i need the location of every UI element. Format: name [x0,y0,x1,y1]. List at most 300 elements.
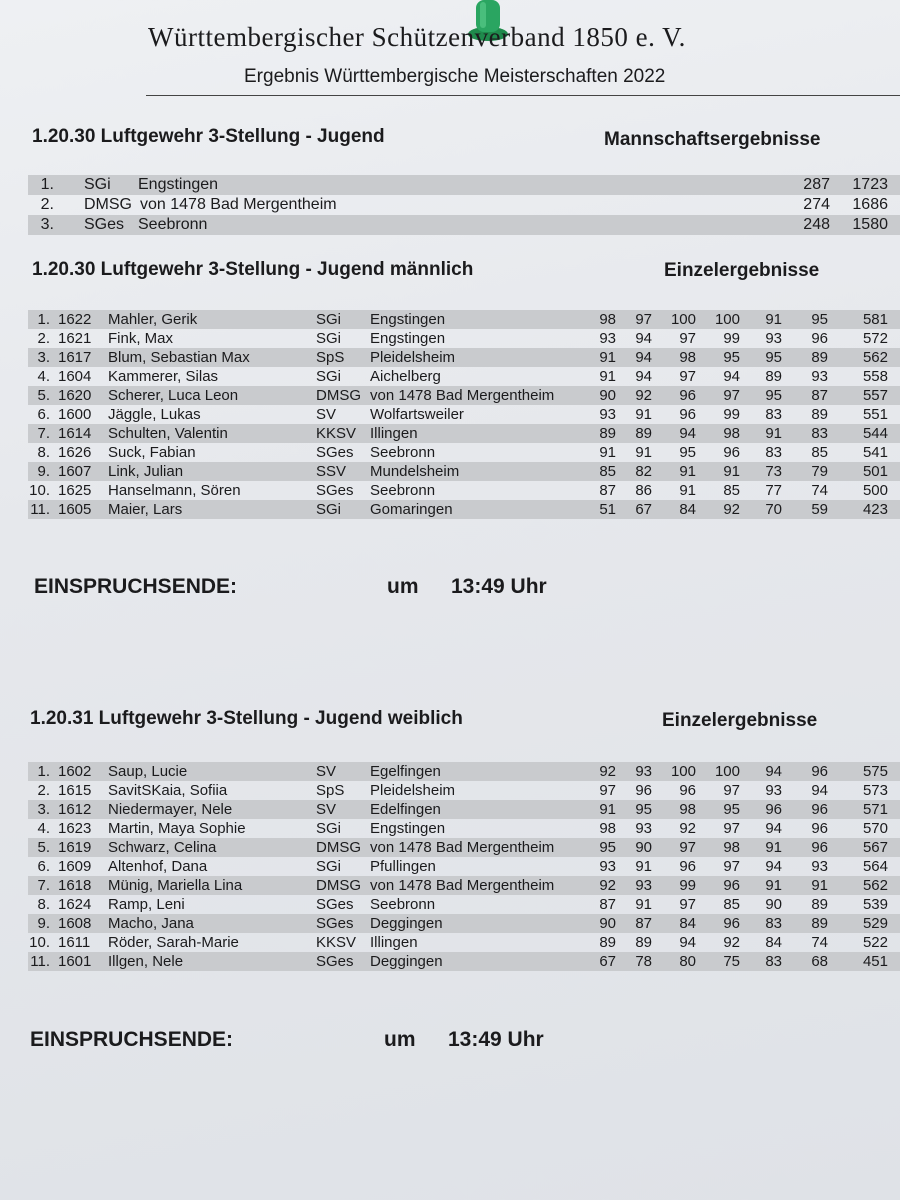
result-total: 501 [862,463,888,480]
result-name: Blum, Sebastian Max [108,349,250,366]
result-series-score: 73 [765,463,782,480]
result-name: Kammerer, Silas [108,368,219,385]
result-series-score: 96 [811,820,828,837]
result-rank: 6. [37,406,50,423]
result-id: 1619 [58,839,92,856]
result-series-score: 83 [765,915,782,932]
result-series-score: 78 [635,953,652,970]
result-series-score: 97 [679,839,696,856]
result-series-score: 98 [679,349,696,366]
result-club: SGes [316,444,354,461]
result-place: Mundelsheim [370,463,460,480]
result-series-score: 93 [765,330,782,347]
result-club: SGi [316,820,342,837]
result-rank: 10. [29,482,50,499]
result-id: 1600 [58,406,92,423]
einspruch-um-2: um [384,1028,416,1051]
result-series-score: 100 [670,311,696,328]
result-series-score: 94 [635,349,652,366]
result-series-score: 97 [723,858,740,875]
result-series-score: 98 [723,425,740,442]
result-series-score: 97 [679,330,696,347]
result-id: 1623 [58,820,92,837]
result-series-score: 91 [599,349,616,366]
team-club: SGes [84,216,125,233]
result-series-score: 96 [765,801,782,818]
result-series-score: 94 [765,858,782,875]
result-row [28,952,900,971]
result-total: 423 [862,501,888,518]
result-name: Schwarz, Celina [108,839,217,856]
result-series-score: 92 [599,763,616,780]
result-place: Seebronn [370,482,436,499]
result-place: Illingen [370,425,418,442]
result-id: 1620 [58,387,92,404]
result-series-score: 96 [679,406,696,423]
result-series-score: 89 [635,934,652,951]
result-place: Pleidelsheim [370,349,456,366]
result-rank: 4. [37,820,50,837]
result-series-score: 91 [723,463,740,480]
result-series-score: 93 [599,858,616,875]
result-row [28,443,900,462]
result-rank: 3. [37,801,50,818]
result-club: DMSG [316,839,361,856]
result-place: Engstingen [370,330,446,347]
section-title-male: 1.20.30 Luftgewehr 3-Stellung - Jugend männlich [32,259,474,280]
result-id: 1605 [58,501,92,518]
result-total: 562 [862,349,888,366]
result-series-score: 89 [811,896,828,913]
result-rank: 2. [37,782,50,799]
result-series-score: 89 [811,349,828,366]
result-series-score: 94 [723,368,740,385]
result-series-score: 91 [599,368,616,385]
result-series-score: 94 [765,763,782,780]
team-total: 1580 [852,216,888,233]
result-series-score: 95 [765,387,782,404]
result-row [28,348,900,367]
result-row [28,367,900,386]
result-series-score: 94 [635,368,652,385]
result-series-score: 89 [599,425,616,442]
team-rank: 3. [40,216,54,233]
result-place: Deggingen [370,915,443,932]
result-series-score: 67 [635,501,652,518]
result-total: 575 [862,763,888,780]
result-rank: 4. [37,368,50,385]
result-place: Egelfingen [370,763,441,780]
result-name: Suck, Fabian [108,444,196,461]
result-series-score: 93 [811,368,828,385]
result-series-score: 87 [599,482,616,499]
result-club: SV [316,801,337,818]
result-series-score: 95 [679,444,696,461]
result-name: Münig, Mariella Lina [108,877,243,894]
result-series-score: 89 [811,915,828,932]
result-club: KKSV [316,425,357,442]
result-series-score: 89 [599,934,616,951]
result-id: 1615 [58,782,92,799]
result-series-score: 91 [599,801,616,818]
result-rank: 1. [37,763,50,780]
result-series-score: 91 [599,444,616,461]
result-series-score: 94 [679,934,696,951]
result-rank: 1. [37,311,50,328]
team-club: SGi [84,176,111,193]
result-name: Röder, Sarah-Marie [108,934,239,951]
result-series-score: 95 [723,349,740,366]
result-id: 1624 [58,896,92,913]
result-series-score: 93 [635,763,652,780]
result-row [28,933,900,952]
male-results-table [28,310,900,519]
result-club: SGi [316,330,342,347]
result-series-score: 99 [723,406,740,423]
result-total: 572 [862,330,888,347]
result-row [28,386,900,405]
result-series-score: 93 [599,406,616,423]
result-series-score: 85 [723,482,740,499]
result-row [28,819,900,838]
team-score: 274 [803,196,830,213]
result-place: von 1478 Bad Mergentheim [370,387,555,404]
result-series-score: 98 [679,801,696,818]
team-score: 248 [803,216,830,233]
einspruch-um-1: um [387,575,419,598]
result-club: KKSV [316,934,357,951]
team-total: 1686 [852,196,888,213]
result-series-score: 75 [723,953,740,970]
result-total: 581 [862,311,888,328]
result-place: Wolfartsweiler [370,406,464,423]
result-series-score: 98 [723,839,740,856]
result-total: 567 [862,839,888,856]
team-place: Engstingen [138,176,219,193]
result-series-score: 91 [679,463,696,480]
result-series-score: 92 [723,934,740,951]
result-place: Pleidelsheim [370,782,456,799]
result-rank: 5. [37,387,50,404]
result-series-score: 91 [679,482,696,499]
result-place: Edelfingen [370,801,441,818]
team-row [28,175,900,195]
team-club: DMSG [84,196,132,213]
result-series-score: 87 [635,915,652,932]
result-series-score: 96 [635,782,652,799]
result-club: SGes [316,896,354,913]
result-place: Seebronn [370,896,436,913]
result-series-score: 95 [599,839,616,856]
result-row [28,914,900,933]
result-series-score: 100 [714,763,740,780]
result-series-score: 95 [811,311,828,328]
result-place: Engstingen [370,311,446,328]
result-name: Scherer, Luca Leon [108,387,239,404]
result-series-score: 90 [599,915,616,932]
result-total: 541 [862,444,888,461]
result-series-score: 96 [811,330,828,347]
result-series-score: 96 [679,858,696,875]
result-id: 1626 [58,444,92,461]
result-series-score: 91 [765,425,782,442]
result-row [28,800,900,819]
result-club: SpS [316,782,345,799]
result-series-score: 84 [679,501,696,518]
result-name: Link, Julian [108,463,184,480]
result-name: Saup, Lucie [108,763,188,780]
result-name: Mahler, Gerik [108,311,198,328]
result-name: SavitSKaia, Sofiia [108,782,228,799]
result-row [28,500,900,519]
team-row [28,215,900,235]
result-club: SV [316,763,337,780]
result-series-score: 91 [635,406,652,423]
result-id: 1608 [58,915,92,932]
result-rank: 9. [37,463,50,480]
result-place: Aichelberg [370,368,441,385]
result-club: SGi [316,311,342,328]
team-row [28,195,900,215]
result-series-score: 92 [723,501,740,518]
result-club: SGi [316,501,342,518]
result-place: Engstingen [370,820,446,837]
einspruch-time-1: 13:49 Uhr [451,575,547,598]
einspruch-time-2: 13:49 Uhr [448,1028,544,1051]
result-series-score: 94 [811,782,828,799]
result-total: 558 [862,368,888,385]
result-series-score: 91 [635,444,652,461]
result-row [28,838,900,857]
result-place: von 1478 Bad Mergentheim [370,877,555,894]
result-name: Martin, Maya Sophie [108,820,246,837]
result-series-score: 96 [811,801,828,818]
result-total: 557 [862,387,888,404]
result-series-score: 90 [599,387,616,404]
result-series-score: 83 [765,406,782,423]
result-name: Niedermayer, Nele [108,801,233,818]
result-id: 1611 [58,934,91,951]
result-id: 1612 [58,801,92,818]
result-row [28,762,900,781]
result-series-score: 85 [811,444,828,461]
result-name: Illgen, Nele [108,953,184,970]
result-place: Seebronn [370,444,436,461]
section-kind-team: Mannschaftsergebnisse [604,129,821,150]
result-place: Pfullingen [370,858,436,875]
result-series-score: 97 [723,782,740,799]
result-series-score: 85 [599,463,616,480]
result-id: 1609 [58,858,92,875]
result-place: von 1478 Bad Mergentheim [370,839,555,856]
result-rank: 10. [29,934,50,951]
result-club: SGes [316,953,354,970]
result-id: 1617 [58,349,92,366]
result-series-score: 95 [765,349,782,366]
result-series-score: 92 [599,877,616,894]
result-series-score: 89 [811,406,828,423]
result-series-score: 97 [599,782,616,799]
result-name: Ramp, Leni [108,896,185,913]
result-place: Gomaringen [370,501,453,518]
result-id: 1622 [58,311,92,328]
result-series-score: 98 [599,311,616,328]
result-series-score: 83 [765,444,782,461]
result-series-score: 67 [599,953,616,970]
result-rank: 11. [30,501,50,518]
result-row [28,462,900,481]
result-club: SpS [316,349,345,366]
result-series-score: 95 [723,801,740,818]
team-rank: 2. [40,196,54,213]
result-series-score: 99 [723,330,740,347]
result-name: Hanselmann, Sören [108,482,241,499]
result-total: 539 [862,896,888,913]
result-series-score: 90 [635,839,652,856]
result-series-score: 84 [679,915,696,932]
result-series-score: 100 [714,311,740,328]
result-series-score: 96 [679,387,696,404]
result-id: 1601 [58,953,92,970]
result-series-score: 97 [679,368,696,385]
result-total: 573 [862,782,888,799]
result-series-score: 93 [811,858,828,875]
result-series-score: 97 [635,311,652,328]
result-series-score: 92 [635,387,652,404]
result-series-score: 89 [765,368,782,385]
result-club: DMSG [316,877,361,894]
result-row [28,781,900,800]
team-results-table [28,175,900,235]
result-series-score: 83 [765,953,782,970]
result-total: 571 [862,801,888,818]
result-row [28,329,900,348]
result-name: Altenhof, Dana [108,858,208,875]
result-series-score: 74 [811,934,828,951]
header-divider [146,95,900,96]
result-rank: 7. [37,425,50,442]
result-total: 564 [862,858,888,875]
result-row [28,481,900,500]
result-series-score: 59 [811,501,828,518]
result-id: 1614 [58,425,92,442]
result-series-score: 92 [679,820,696,837]
result-series-score: 100 [670,763,696,780]
result-name: Fink, Max [108,330,174,347]
result-series-score: 93 [635,820,652,837]
result-series-score: 74 [811,482,828,499]
result-row [28,857,900,876]
result-id: 1621 [58,330,92,347]
team-place: Seebronn [138,216,208,233]
result-series-score: 87 [811,387,828,404]
section-title-team: 1.20.30 Luftgewehr 3-Stellung - Jugend [32,126,385,147]
result-row [28,310,900,329]
result-series-score: 96 [679,782,696,799]
result-row [28,424,900,443]
result-series-score: 68 [811,953,828,970]
result-series-score: 87 [599,896,616,913]
result-series-score: 97 [723,820,740,837]
result-club: SGes [316,915,354,932]
result-id: 1602 [58,763,92,780]
team-score: 287 [803,176,830,193]
result-series-score: 96 [723,444,740,461]
team-place: von 1478 Bad Mergentheim [140,196,337,213]
result-rank: 9. [37,915,50,932]
result-series-score: 80 [679,953,696,970]
section-title-female: 1.20.31 Luftgewehr 3-Stellung - Jugend weiblich [30,708,463,729]
result-club: SGi [316,368,342,385]
result-total: 500 [862,482,888,499]
result-total: 529 [862,915,888,932]
result-series-score: 94 [635,330,652,347]
result-club: SSV [316,463,347,480]
result-rank: 5. [37,839,50,856]
result-series-score: 91 [765,877,782,894]
result-club: SGi [316,858,342,875]
result-series-score: 83 [811,425,828,442]
result-name: Maier, Lars [108,501,183,518]
result-rank: 8. [37,444,50,461]
result-series-score: 94 [765,820,782,837]
team-rank: 1. [40,176,54,193]
result-series-score: 91 [765,839,782,856]
result-series-score: 85 [723,896,740,913]
team-total: 1723 [852,176,888,193]
result-rank: 2. [37,330,50,347]
result-name: Schulten, Valentin [108,425,228,442]
result-series-score: 96 [723,915,740,932]
result-total: 551 [862,406,888,423]
result-rank: 3. [37,349,50,366]
result-name: Macho, Jana [108,915,194,932]
result-series-score: 91 [765,311,782,328]
section-kind-female: Einzelergebnisse [662,710,818,731]
result-id: 1625 [58,482,92,499]
result-row [28,876,900,895]
result-series-score: 97 [679,896,696,913]
result-series-score: 95 [635,801,652,818]
result-series-score: 98 [599,820,616,837]
page-subtitle: Ergebnis Württembergische Meisterschaften 2022 [244,66,666,87]
result-place: Deggingen [370,953,443,970]
result-series-score: 93 [599,330,616,347]
result-total: 451 [862,953,888,970]
result-rank: 8. [37,896,50,913]
result-series-score: 93 [635,877,652,894]
result-club: DMSG [316,387,361,404]
result-rank: 7. [37,877,50,894]
result-club: SV [316,406,337,423]
result-id: 1618 [58,877,92,894]
result-rank: 11. [30,953,50,970]
result-series-score: 82 [635,463,652,480]
result-series-score: 51 [599,501,616,518]
result-series-score: 77 [765,482,782,499]
result-series-score: 94 [679,425,696,442]
result-row [28,895,900,914]
result-place: Illingen [370,934,418,951]
result-series-score: 97 [723,387,740,404]
result-id: 1604 [58,368,92,385]
page-title: Württembergischer Schützenverband 1850 e. V. [148,22,686,52]
einspruch-label-2: EINSPRUCHSENDE: [30,1028,234,1051]
result-row [28,405,900,424]
result-id: 1607 [58,463,92,480]
einspruch-label-1: EINSPRUCHSENDE: [34,575,238,598]
result-series-score: 90 [765,896,782,913]
